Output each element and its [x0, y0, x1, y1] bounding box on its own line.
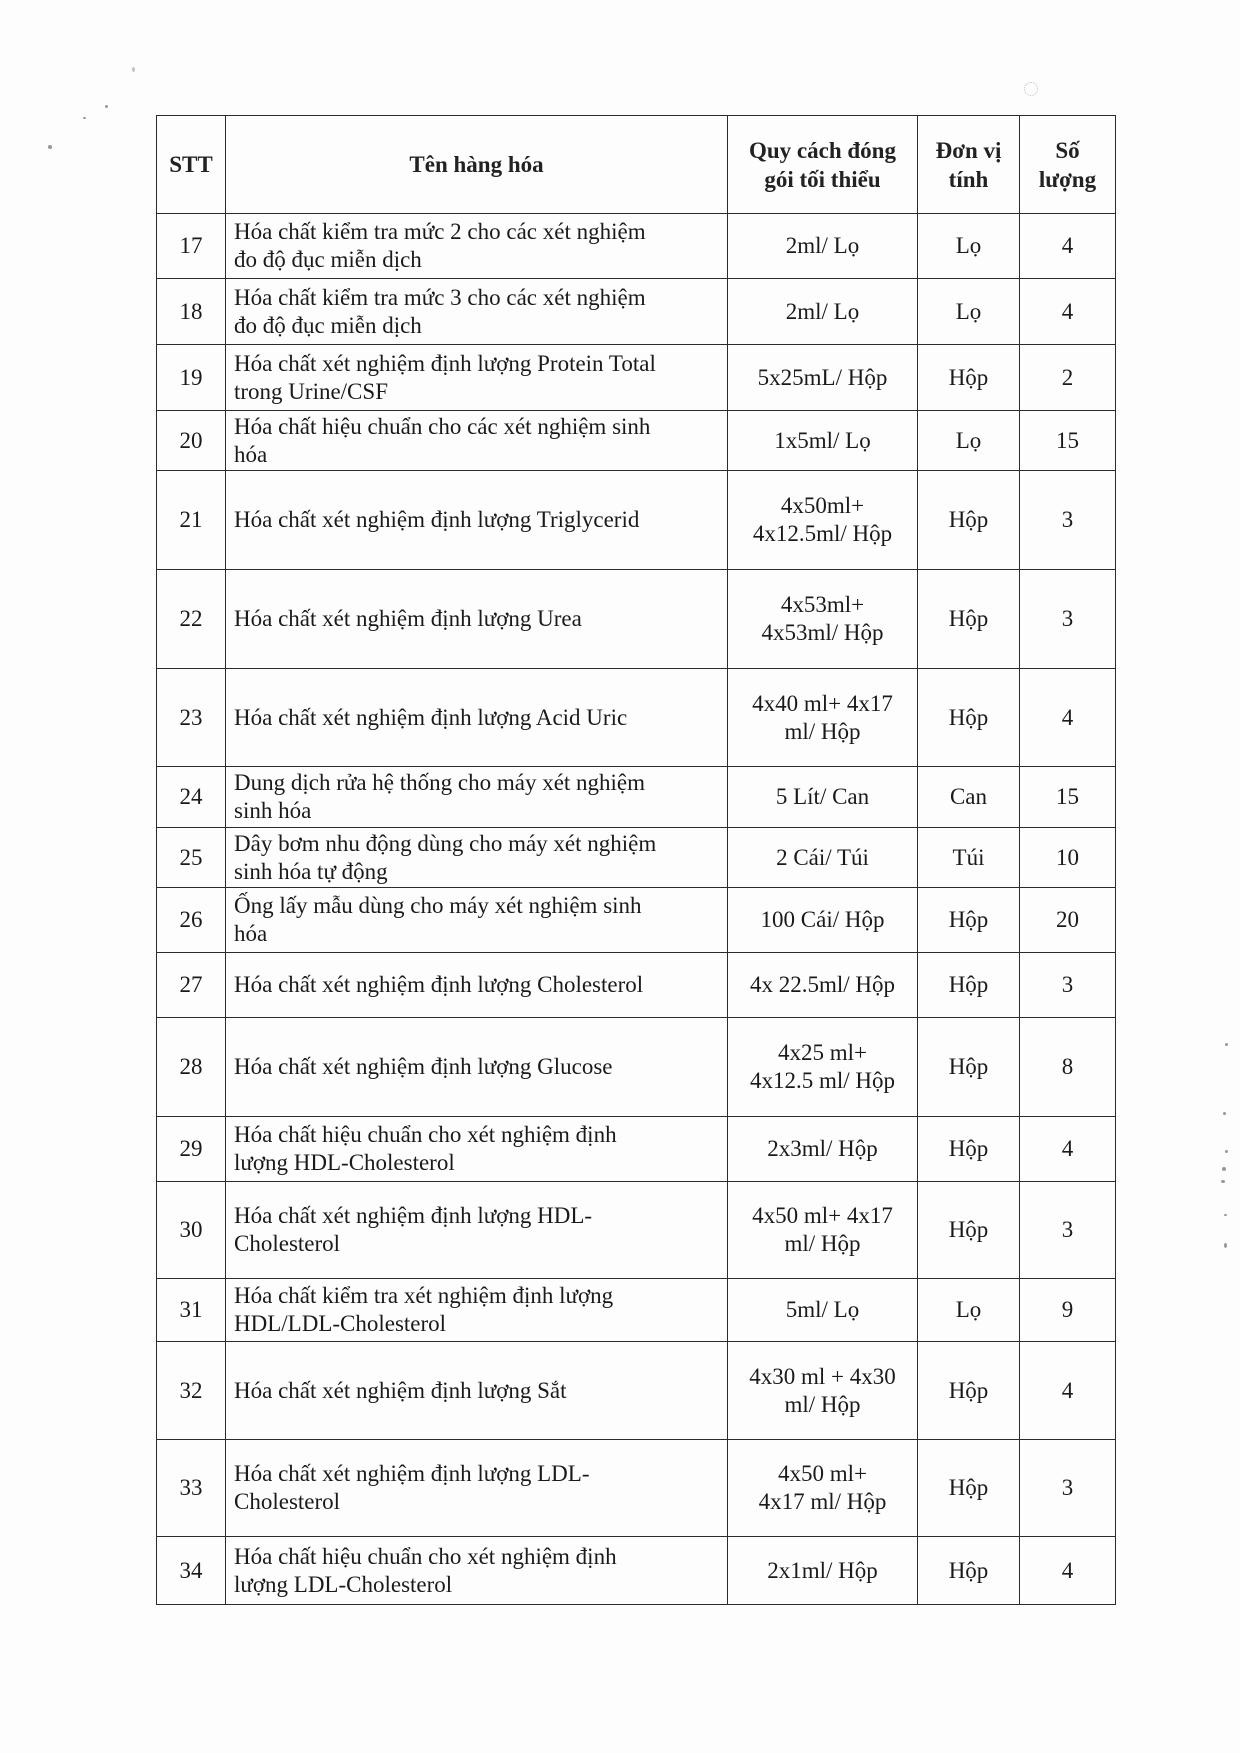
- cell-qty-value: 3: [1061, 1475, 1074, 1500]
- scan-speck: [1223, 1112, 1226, 1115]
- cell-name-line: đo độ đục miễn dịch: [234, 247, 422, 272]
- table-body: [157, 214, 1116, 1605]
- table-row: [157, 1018, 1116, 1117]
- cell-qty: [1020, 471, 1116, 570]
- cell-stt: [157, 953, 226, 1018]
- cell-qty: [1020, 1182, 1116, 1279]
- table-row: [157, 1440, 1116, 1537]
- cell-name-line: Dây bơm nhu động dùng cho máy xét nghiệm: [234, 830, 657, 856]
- cell-unit-value: Can: [949, 784, 988, 809]
- header-name-label: Tên hàng hóa: [409, 152, 544, 177]
- cell-unit-value: Hộp: [948, 1054, 989, 1079]
- cell-pack: [728, 411, 918, 471]
- cell-pack-line: 5 Lít/ Can: [775, 784, 870, 809]
- cell-stt: [157, 888, 226, 953]
- cell-qty: [1020, 1117, 1116, 1182]
- cell-pack: [728, 1018, 918, 1117]
- cell-unit-value: Lọ: [955, 427, 982, 453]
- cell-pack-line: 4x30 ml + 4x30: [749, 1363, 896, 1389]
- cell-qty-value: 4: [1061, 233, 1074, 258]
- cell-unit-value: Hộp: [948, 364, 989, 390]
- cell-name: [226, 828, 728, 888]
- cell-pack-line: ml/ Hộp: [784, 1231, 861, 1256]
- cell-qty: [1020, 767, 1116, 828]
- cell-stt: [157, 570, 226, 669]
- cell-pack-line: 2ml/ Lọ: [785, 233, 860, 258]
- cell-qty-value: 4: [1061, 704, 1074, 730]
- table-row: [157, 1117, 1116, 1182]
- cell-unit: [918, 1279, 1020, 1342]
- cell-unit: [918, 767, 1020, 828]
- scan-speck: [1224, 1214, 1227, 1216]
- cell-pack: [728, 1117, 918, 1182]
- cell-name: [226, 1440, 728, 1537]
- cell-name: [226, 214, 728, 279]
- cell-stt: [157, 279, 226, 345]
- cell-unit: [918, 214, 1020, 279]
- cell-pack: [728, 1342, 918, 1440]
- header-qty-line: lượng: [1038, 166, 1097, 192]
- cell-name-line: Dung dịch rửa hệ thống cho máy xét nghiệm: [234, 770, 646, 795]
- cell-qty: [1020, 1342, 1116, 1440]
- table-row: [157, 669, 1116, 767]
- scan-speck: [105, 105, 108, 108]
- cell-stt-value: 17: [179, 233, 203, 258]
- header-pack: [728, 116, 918, 214]
- cell-name: [226, 1018, 728, 1117]
- cell-stt: [157, 828, 226, 888]
- scan-speck: [1225, 1043, 1228, 1046]
- cell-pack: [728, 828, 918, 888]
- cell-stt-value: 31: [179, 1297, 203, 1322]
- cell-unit-value: Hộp: [948, 1136, 989, 1161]
- table-header-row: [157, 116, 1116, 214]
- cell-pack-line: 100 Cái/ Hộp: [760, 907, 885, 932]
- header-qty: [1020, 116, 1116, 214]
- table-row: [157, 570, 1116, 669]
- header-unit: [918, 116, 1020, 214]
- cell-qty: [1020, 888, 1116, 953]
- cell-unit-value: Hộp: [948, 507, 989, 532]
- cell-unit-value: Lọ: [955, 1297, 982, 1322]
- cell-stt-value: 33: [179, 1475, 203, 1500]
- cell-stt: [157, 1279, 226, 1342]
- scan-speck: [1225, 1150, 1228, 1153]
- cell-pack: [728, 888, 918, 953]
- cell-unit: [918, 1537, 1020, 1605]
- cell-pack-line: 4x50 ml+: [777, 1461, 867, 1486]
- cell-pack-line: 4x53ml/ Hộp: [761, 620, 884, 645]
- cell-qty: [1020, 570, 1116, 669]
- cell-stt-value: 30: [179, 1217, 203, 1242]
- cell-pack-line: 4x40 ml+ 4x17: [752, 690, 893, 716]
- table-row: [157, 953, 1116, 1018]
- cell-unit: [918, 345, 1020, 411]
- cell-pack: [728, 767, 918, 828]
- cell-name: [226, 279, 728, 345]
- cell-stt: [157, 1440, 226, 1537]
- table-row: [157, 1537, 1116, 1605]
- cell-name-line: Ống lấy mẫu dùng cho máy xét nghiệm sinh: [234, 893, 642, 918]
- cell-name-line: Hóa chất xét nghiệm định lượng HDL-: [234, 1203, 593, 1228]
- cell-stt-value: 32: [179, 1377, 203, 1403]
- scan-speck: [1222, 1167, 1226, 1171]
- cell-stt-value: 27: [179, 972, 203, 997]
- cell-unit: [918, 279, 1020, 345]
- cell-pack: [728, 214, 918, 279]
- cell-pack: [728, 471, 918, 570]
- cell-pack-line: 4x 22.5ml/ Hộp: [749, 972, 896, 997]
- cell-stt-value: 21: [179, 507, 203, 532]
- cell-stt: [157, 1537, 226, 1605]
- cell-qty-value: 15: [1056, 784, 1079, 809]
- cell-qty-value: 2: [1061, 364, 1074, 390]
- header-qty-line: Số: [1055, 137, 1080, 163]
- header-unit-line: Đơn vị: [935, 137, 1002, 163]
- cell-qty-value: 3: [1061, 507, 1074, 532]
- cell-qty: [1020, 345, 1116, 411]
- cell-unit: [918, 953, 1020, 1018]
- cell-stt-value: 24: [179, 784, 203, 809]
- cell-stt: [157, 471, 226, 570]
- cell-unit-value: Túi: [952, 844, 985, 870]
- cell-pack: [728, 669, 918, 767]
- cell-name: [226, 1182, 728, 1279]
- cell-unit: [918, 1342, 1020, 1440]
- cell-pack-line: 4x53ml+: [780, 592, 865, 617]
- cell-pack-line: 4x50ml+: [780, 493, 865, 518]
- cell-stt-value: 29: [179, 1136, 203, 1161]
- cell-name-line: Hóa chất xét nghiệm định lượng Triglycerid: [234, 507, 640, 532]
- cell-unit-value: Lọ: [955, 233, 982, 258]
- cell-name: [226, 767, 728, 828]
- cell-name: [226, 1537, 728, 1605]
- cell-unit: [918, 1117, 1020, 1182]
- cell-unit-value: Hộp: [948, 907, 989, 932]
- cell-pack-line: ml/ Hộp: [784, 718, 861, 744]
- cell-qty-value: 8: [1061, 1054, 1074, 1079]
- cell-name-line: Hóa chất xét nghiệm định lượng Sắt: [234, 1377, 567, 1403]
- cell-name-line: Hóa chất kiểm tra xét nghiệm định lượng: [234, 1283, 614, 1308]
- cell-name-line: Hóa chất xét nghiệm định lượng Protein Total: [234, 350, 656, 376]
- goods-table: [156, 115, 1116, 1605]
- cell-stt: [157, 214, 226, 279]
- cell-pack: [728, 1537, 918, 1605]
- cell-qty: [1020, 1279, 1116, 1342]
- cell-unit: [918, 828, 1020, 888]
- cell-pack: [728, 1279, 918, 1342]
- cell-unit: [918, 411, 1020, 471]
- scan-speck: [1224, 1243, 1227, 1248]
- cell-qty: [1020, 411, 1116, 471]
- cell-pack: [728, 570, 918, 669]
- cell-unit: [918, 888, 1020, 953]
- cell-name-line: Hóa chất kiểm tra mức 2 cho các xét nghiệm: [234, 219, 646, 244]
- cell-qty-value: 4: [1061, 1557, 1074, 1583]
- header-stt: [157, 116, 226, 214]
- cell-qty: [1020, 828, 1116, 888]
- cell-name-line: sinh hóa: [234, 798, 312, 823]
- cell-pack-line: 5x25mL/ Hộp: [757, 364, 888, 390]
- cell-pack-line: 2x1ml/ Hộp: [767, 1557, 878, 1583]
- cell-unit: [918, 1018, 1020, 1117]
- cell-pack-line: 5ml/ Lọ: [785, 1297, 860, 1322]
- cell-stt-value: 26: [179, 907, 203, 932]
- header-pack-line: Quy cách đóng: [749, 137, 896, 163]
- cell-pack: [728, 1182, 918, 1279]
- cell-name: [226, 411, 728, 471]
- cell-pack: [728, 279, 918, 345]
- cell-pack: [728, 1440, 918, 1537]
- cell-name-line: hóa: [234, 441, 268, 467]
- cell-pack-line: 2 Cái/ Túi: [776, 844, 869, 870]
- cell-qty: [1020, 669, 1116, 767]
- table-row: [157, 828, 1116, 888]
- cell-qty-value: 20: [1056, 907, 1079, 932]
- cell-name-line: Hóa chất xét nghiệm định lượng Glucose: [234, 1054, 613, 1079]
- cell-unit-value: Lọ: [955, 298, 982, 324]
- cell-qty: [1020, 953, 1116, 1018]
- cell-qty-value: 4: [1061, 298, 1074, 324]
- cell-name-line: lượng HDL-Cholesterol: [234, 1150, 455, 1175]
- cell-name-line: HDL/LDL-Cholesterol: [234, 1311, 447, 1336]
- cell-unit-value: Hộp: [948, 1377, 989, 1403]
- cell-qty: [1020, 279, 1116, 345]
- scan-speck: [48, 145, 52, 149]
- cell-name-line: Hóa chất xét nghiệm định lượng Urea: [234, 606, 582, 631]
- cell-pack-line: 4x12.5ml/ Hộp: [752, 521, 893, 546]
- table-row: [157, 345, 1116, 411]
- cell-pack: [728, 953, 918, 1018]
- cell-stt: [157, 1018, 226, 1117]
- cell-unit-value: Hộp: [948, 1557, 989, 1583]
- cell-unit-value: Hộp: [948, 1475, 989, 1500]
- cell-stt-value: 23: [179, 704, 203, 730]
- header-stt-label: STT: [169, 152, 213, 177]
- cell-stt-value: 34: [179, 1557, 203, 1583]
- cell-stt: [157, 669, 226, 767]
- cell-qty-value: 3: [1061, 972, 1074, 997]
- cell-name-line: Hóa chất xét nghiệm định lượng Cholesterol: [234, 972, 644, 997]
- cell-unit: [918, 669, 1020, 767]
- cell-stt-value: 28: [179, 1054, 203, 1079]
- cell-stt: [157, 411, 226, 471]
- cell-name: [226, 570, 728, 669]
- cell-qty-value: 4: [1061, 1377, 1074, 1403]
- cell-name-line: Cholesterol: [234, 1489, 341, 1514]
- table-row: [157, 1279, 1116, 1342]
- cell-stt: [157, 767, 226, 828]
- cell-name: [226, 669, 728, 767]
- cell-name-line: Hóa chất hiệu chuẩn cho các xét nghiệm sinh: [234, 413, 651, 439]
- cell-unit: [918, 570, 1020, 669]
- table-row: [157, 1342, 1116, 1440]
- cell-pack-line: 1x5ml/ Lọ: [774, 427, 871, 453]
- scan-speck: [83, 117, 86, 119]
- table-row: [157, 888, 1116, 953]
- cell-name: [226, 345, 728, 411]
- cell-stt-value: 20: [179, 427, 203, 453]
- cell-name-line: Cholesterol: [234, 1231, 341, 1256]
- cell-name-line: lượng LDL-Cholesterol: [234, 1571, 453, 1597]
- cell-qty-value: 3: [1061, 606, 1074, 631]
- table-row: [157, 1182, 1116, 1279]
- cell-name-line: sinh hóa tự động: [234, 858, 388, 884]
- cell-name-line: Hóa chất xét nghiệm định lượng Acid Uric: [234, 704, 628, 730]
- cell-name: [226, 953, 728, 1018]
- cell-name: [226, 471, 728, 570]
- cell-stt: [157, 345, 226, 411]
- cell-name-line: Hóa chất xét nghiệm định lượng LDL-: [234, 1461, 590, 1486]
- cell-name-line: Hóa chất hiệu chuẩn cho xét nghiệm định: [234, 1122, 617, 1147]
- cell-pack-line: ml/ Hộp: [784, 1391, 861, 1417]
- cell-name-line: Hóa chất hiệu chuẩn cho xét nghiệm định: [234, 1543, 617, 1569]
- cell-unit: [918, 471, 1020, 570]
- header-unit-line: tính: [948, 166, 989, 192]
- table-row: [157, 767, 1116, 828]
- cell-pack-line: 4x12.5 ml/ Hộp: [749, 1068, 896, 1093]
- cell-stt: [157, 1182, 226, 1279]
- cell-qty: [1020, 1537, 1116, 1605]
- table-row: [157, 411, 1116, 471]
- cell-name-line: Hóa chất kiểm tra mức 3 cho các xét nghiệm: [234, 284, 646, 310]
- header-name: [226, 116, 728, 214]
- cell-stt: [157, 1342, 226, 1440]
- cell-unit: [918, 1182, 1020, 1279]
- cell-stt-value: 19: [179, 364, 203, 390]
- cell-qty-value: 9: [1061, 1297, 1074, 1322]
- cell-pack-line: 2ml/ Lọ: [785, 298, 860, 324]
- cell-qty-value: 3: [1061, 1217, 1074, 1242]
- cell-pack-line: 4x17 ml/ Hộp: [758, 1489, 887, 1514]
- cell-stt-value: 25: [179, 844, 203, 870]
- cell-name: [226, 1342, 728, 1440]
- cell-unit-value: Hộp: [948, 1217, 989, 1242]
- cell-qty: [1020, 1018, 1116, 1117]
- cell-name-line: trong Urine/CSF: [234, 378, 388, 404]
- table-row: [157, 214, 1116, 279]
- cell-qty-value: 4: [1061, 1136, 1074, 1161]
- cell-unit: [918, 1440, 1020, 1537]
- cell-pack-line: 4x50 ml+ 4x17: [752, 1203, 893, 1228]
- cell-pack-line: 2x3ml/ Hộp: [767, 1136, 878, 1161]
- cell-stt: [157, 1117, 226, 1182]
- cell-pack: [728, 345, 918, 411]
- header-pack-line: gói tối thiểu: [764, 166, 881, 192]
- cell-stt-value: 22: [179, 606, 203, 631]
- cell-pack-line: 4x25 ml+: [777, 1040, 867, 1065]
- cell-qty-value: 15: [1056, 427, 1079, 453]
- cell-unit-value: Hộp: [948, 606, 989, 631]
- cell-name: [226, 1117, 728, 1182]
- scan-smudge: [1024, 82, 1038, 96]
- cell-name-line: đo độ đục miễn dịch: [234, 312, 422, 338]
- cell-unit-value: Hộp: [948, 704, 989, 730]
- cell-qty-value: 10: [1056, 844, 1079, 870]
- table-row: [157, 471, 1116, 570]
- cell-name: [226, 1279, 728, 1342]
- table-row: [157, 279, 1116, 345]
- scan-speck: [132, 67, 135, 72]
- scan-speck: [1221, 1180, 1225, 1183]
- cell-name-line: hóa: [234, 921, 268, 946]
- cell-name: [226, 888, 728, 953]
- cell-unit-value: Hộp: [948, 972, 989, 997]
- cell-qty: [1020, 214, 1116, 279]
- cell-stt-value: 18: [179, 298, 203, 324]
- cell-qty: [1020, 1440, 1116, 1537]
